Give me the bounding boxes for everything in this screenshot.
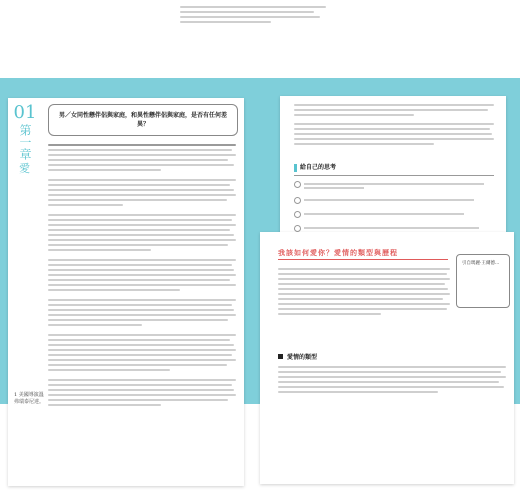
section-title: 我該如何愛你？愛情的類型與歷程 [278,248,398,257]
side-note: 1 美國導演溫弗瑞泰尼達。 [14,392,45,405]
question-title: 男／女同性戀伴侶與家庭，和異性戀伴侶與家庭，是否有任何差異？ [58,112,227,128]
reflection-rule [294,175,494,176]
quote-callout [456,254,510,308]
subheading-text: 愛情的類型 [287,354,318,361]
reflection-question [294,210,494,220]
chapter-topic: 愛 [19,162,31,175]
right-page [280,96,506,248]
question-box [48,104,238,136]
previous-page-text [180,6,332,26]
reflection-box-header [294,164,494,172]
question-number-icon [294,197,301,204]
section-title-rule [278,259,448,260]
bottom-page-text [278,268,450,318]
right-page-text [294,104,494,148]
body-text [48,144,236,409]
reflection-question [294,196,494,206]
question-number-icon [294,211,301,218]
chapter-tab [12,104,38,176]
question-number-icon [294,181,301,188]
reflection-accent-bar [294,164,297,172]
subheading [278,352,317,361]
reflection-question [294,180,494,190]
chapter-number: 01 [13,102,37,123]
square-bullet-icon [278,354,283,359]
previous-page-fragment [172,0,340,70]
chapter-label: 第一章 [18,124,32,160]
left-page [8,98,244,486]
reflection-box-title: 給自己的思考 [300,164,337,171]
bottom-page-text-2 [278,366,506,396]
bottom-page [260,232,514,484]
question-number-icon [294,225,301,232]
quote-callout-text: 引自瑪麗·王爾德... [462,261,500,266]
